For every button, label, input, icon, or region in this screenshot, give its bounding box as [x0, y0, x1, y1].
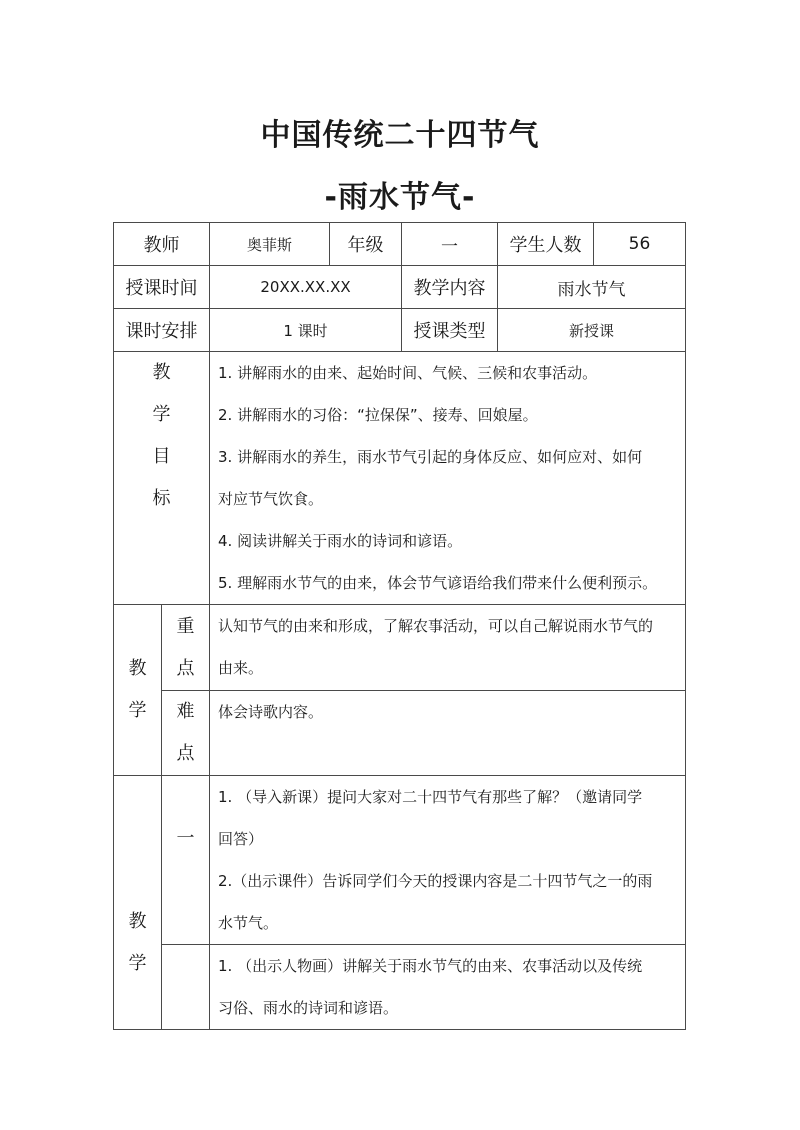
goals-content	[210, 352, 686, 605]
lesson-plan-table	[113, 222, 686, 1030]
process-outer-char: 学	[128, 952, 147, 974]
time-label: 授课时间	[114, 266, 210, 309]
document-title: 中国传统二十四节气	[260, 118, 540, 153]
process-step1-row	[114, 776, 686, 945]
schedule-label: 课时安排	[114, 309, 210, 352]
process-step2-row	[114, 945, 686, 1030]
key-point-line: 认知节气的由来和形成，了解农事活动，可以自己解说雨水节气的	[218, 617, 654, 635]
goal-line: 3. 讲解雨水的养生，雨水节气引起的身体反应、如何应对、如何	[218, 448, 643, 466]
key-point-row	[114, 605, 686, 691]
teacher-value: 奥菲斯	[210, 223, 330, 266]
info-row-2	[114, 266, 686, 309]
difficulty-row	[114, 691, 686, 776]
step2-label	[162, 945, 210, 1030]
type-label: 授课类型	[402, 309, 498, 352]
difficulty-label	[162, 691, 210, 776]
grade-value: 一	[402, 223, 498, 266]
process-outer-char: 教	[128, 910, 147, 932]
info-row-1	[114, 223, 686, 266]
difficulty-char: 点	[176, 743, 195, 764]
goal-line: 5. 理解雨水节气的由来，体会节气谚语给我们带来什么便利预示。	[218, 574, 658, 592]
goal-line: 2. 讲解雨水的习俗：“拉保保”、接寿、回娘屋。	[218, 406, 538, 424]
document-subtitle: -雨水节气-	[324, 180, 476, 215]
step1-line: 回答）	[218, 830, 264, 848]
grade-label: 年级	[330, 223, 402, 266]
time-value: 20XX.XX.XX	[210, 266, 402, 309]
key-point-label	[162, 605, 210, 691]
goals-label	[114, 352, 210, 605]
teacher-label: 教师	[114, 223, 210, 266]
type-value: 新授课	[498, 309, 686, 352]
goal-line: 1. 讲解雨水的由来、起始时间、气候、三候和农事活动。	[218, 364, 598, 382]
goal-line: 4. 阅读讲解关于雨水的诗词和谚语。	[218, 532, 463, 550]
goals-row	[114, 352, 686, 605]
schedule-value: 1 课时	[210, 309, 402, 352]
focus-outer-label	[114, 605, 162, 776]
step1-line: 水节气。	[218, 914, 279, 932]
goals-label-char: 学	[152, 404, 171, 425]
difficulty-line: 体会诗歌内容。	[218, 703, 324, 721]
process-outer-label	[114, 776, 162, 1030]
focus-outer-char: 教	[128, 658, 147, 679]
focus-outer-char: 学	[128, 700, 147, 721]
step2-content	[210, 945, 686, 1030]
key-point-char: 重	[176, 615, 195, 637]
step1-line: 2.（出示课件）告诉同学们今天的授课内容是二十四节气之一的雨	[218, 872, 653, 890]
info-row-3	[114, 309, 686, 352]
students-label: 学生人数	[498, 223, 594, 266]
step1-label: 一	[162, 776, 210, 945]
key-point-line: 由来。	[218, 659, 264, 677]
content-value: 雨水节气	[498, 266, 686, 309]
difficulty-char: 难	[176, 701, 195, 722]
goal-line: 对应节气饮食。	[218, 490, 324, 508]
goals-label-char: 标	[152, 488, 171, 509]
goals-label-char: 目	[152, 446, 171, 467]
key-point-char: 点	[176, 657, 195, 679]
step2-line: 1. （出示人物画）讲解关于雨水节气的由来、农事活动以及传统	[218, 957, 643, 975]
step1-content	[210, 776, 686, 945]
content-label: 教学内容	[402, 266, 498, 309]
step1-line: 1. （导入新课）提问大家对二十四节气有那些了解？（邀请同学	[218, 788, 643, 806]
goals-label-char: 教	[152, 362, 171, 383]
students-value: 56	[594, 223, 686, 266]
difficulty-content	[210, 691, 686, 776]
key-point-content	[210, 605, 686, 691]
step2-line: 习俗、雨水的诗词和谚语。	[218, 999, 399, 1017]
